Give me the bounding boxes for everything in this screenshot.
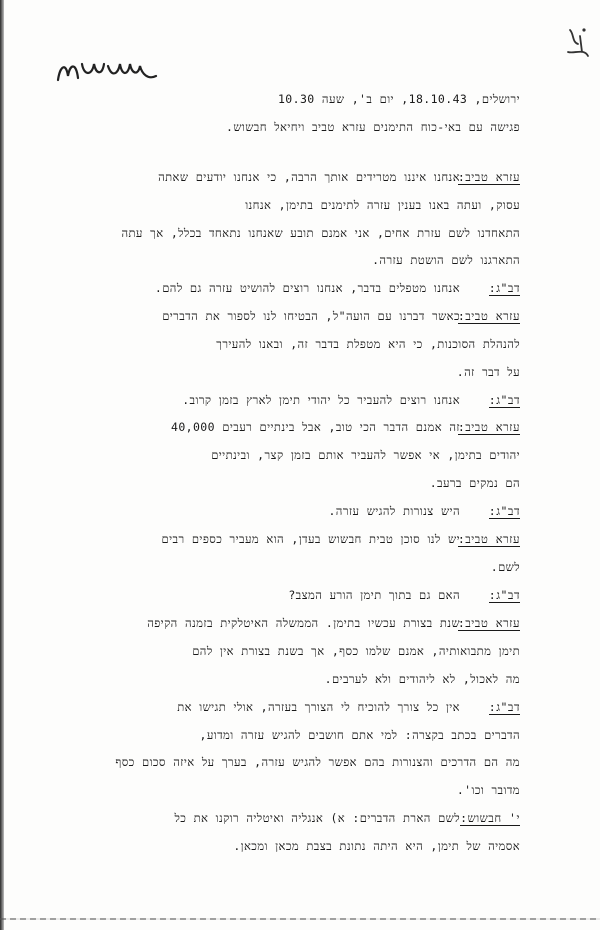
transcript-line: תימן מתבואותיה, אמנם שלמו כסף, אך בשנת בצורת אין להם: [192, 644, 520, 658]
transcript-line: עסוק, ועתה באנו בענין עזרה לתימנים בתימן, אנחנו: [245, 198, 520, 212]
speaker-label: עזרא טביב:: [457, 616, 520, 630]
transcript-line: הדברים בכתב בקצרה: למי אתם חושבים להגיש עזרה ומדוע,: [199, 728, 520, 742]
transcript-line: התאחדנו לשם עזרת אחים, אני אמנם תובע שאנחנו נתאחד בכלל, אך עתה: [121, 226, 520, 240]
transcript-line: מה הם הדרכים והצנורות בהם אפשר להגיש עזרה, בערך על איזה סכום כסף: [115, 755, 520, 769]
speaker-label: עזרא טביב:: [457, 532, 520, 546]
transcript-line: להנהלת הסוכנות, כי היא מטפלת בדבר זה, ובאנו להעירך: [216, 337, 520, 351]
transcript-line: אסמיה של תימן, היא היתה נתונת בצבת מכאן ומכאן.: [233, 839, 520, 853]
transcript-line: התארגנו לשם הושטת עזרה.: [372, 253, 520, 267]
transcript-line: שנת בצורת עכשיו בתימן. הממשלה האיטלקית בזמנה הקיפה: [147, 616, 460, 630]
transcript-line: זה אמנם הדבר הכי טוב, אבל בינתיים רעבים 40,000: [171, 420, 460, 434]
corner-scribble-icon: [564, 22, 592, 60]
handwritten-signature: [52, 52, 162, 92]
scan-edge-bottom: [0, 918, 600, 920]
speaker-label: דב"ג:: [488, 700, 520, 714]
speaker-label: עזרא טביב:: [457, 309, 520, 323]
speaker-label: עזרא טביב:: [457, 420, 520, 434]
transcript-line: מה לאכול, לא ליהודים ולא לערבים.: [324, 672, 520, 686]
header-subject: פגישה עם באי-כוח התימנים עזרא טביב ויחיאל חבשוש.: [226, 120, 520, 134]
transcript-line: אנחנו מטפלים בדבר, אנחנו רוצים להושיט עזרה גם להם.: [154, 281, 460, 295]
transcript-line: לשם הארת הדברים: א) אנגליה ואיטליה רוקנו את כל: [174, 811, 460, 825]
transcript-line: אנחנו איננו מטרידים אותך הרבה, כי אנחנו יודעים שאתה: [158, 170, 460, 184]
transcript-line: אין כל צורך להוכיח לי הצורך בעזרה, אולי תגישו את: [177, 700, 460, 714]
transcript-line: אנחנו רוצים להעביר כל יהודי תימן לארץ בזמן קרוב.: [182, 393, 460, 407]
transcript-line: יהודים בתימן, אי אפשר להעביר אותם בזמן קצר, ובינתיים: [211, 448, 520, 462]
transcript-line: לשם.: [490, 560, 520, 574]
transcript-line: מדובר וכו'.: [456, 783, 520, 797]
transcript-line: יש לנו סוכן טבית חבשוש בעדן, הוא מעביר כספים רבים: [161, 532, 460, 546]
header-place-date: ירושלים, 18.10.43, יום ב', שעה 10.30: [277, 92, 520, 106]
handwritten-mark-icon: [52, 52, 162, 92]
transcript-line: כאשר דברנו עם הועה"ל, הבטיחו לנו לספור את הדברים: [162, 309, 460, 323]
speaker-label: י' חבשוש:: [460, 811, 520, 825]
speaker-label: דב"ג:: [488, 504, 520, 518]
transcript-line: על דבר זה.: [456, 365, 520, 379]
speaker-label: דב"ג:: [488, 588, 520, 602]
transcript-line: היש צנורות להגיש עזרה.: [328, 504, 460, 518]
speaker-label: עזרא טביב:: [457, 170, 520, 184]
scan-edge: [0, 0, 4, 930]
transcript-line: הם נמקים ברעב.: [429, 476, 520, 490]
speaker-label: דב"ג:: [488, 393, 520, 407]
transcript-line: האם גם בתוך תימן הורע המצב?: [288, 588, 460, 602]
speaker-label: דב"ג:: [488, 281, 520, 295]
